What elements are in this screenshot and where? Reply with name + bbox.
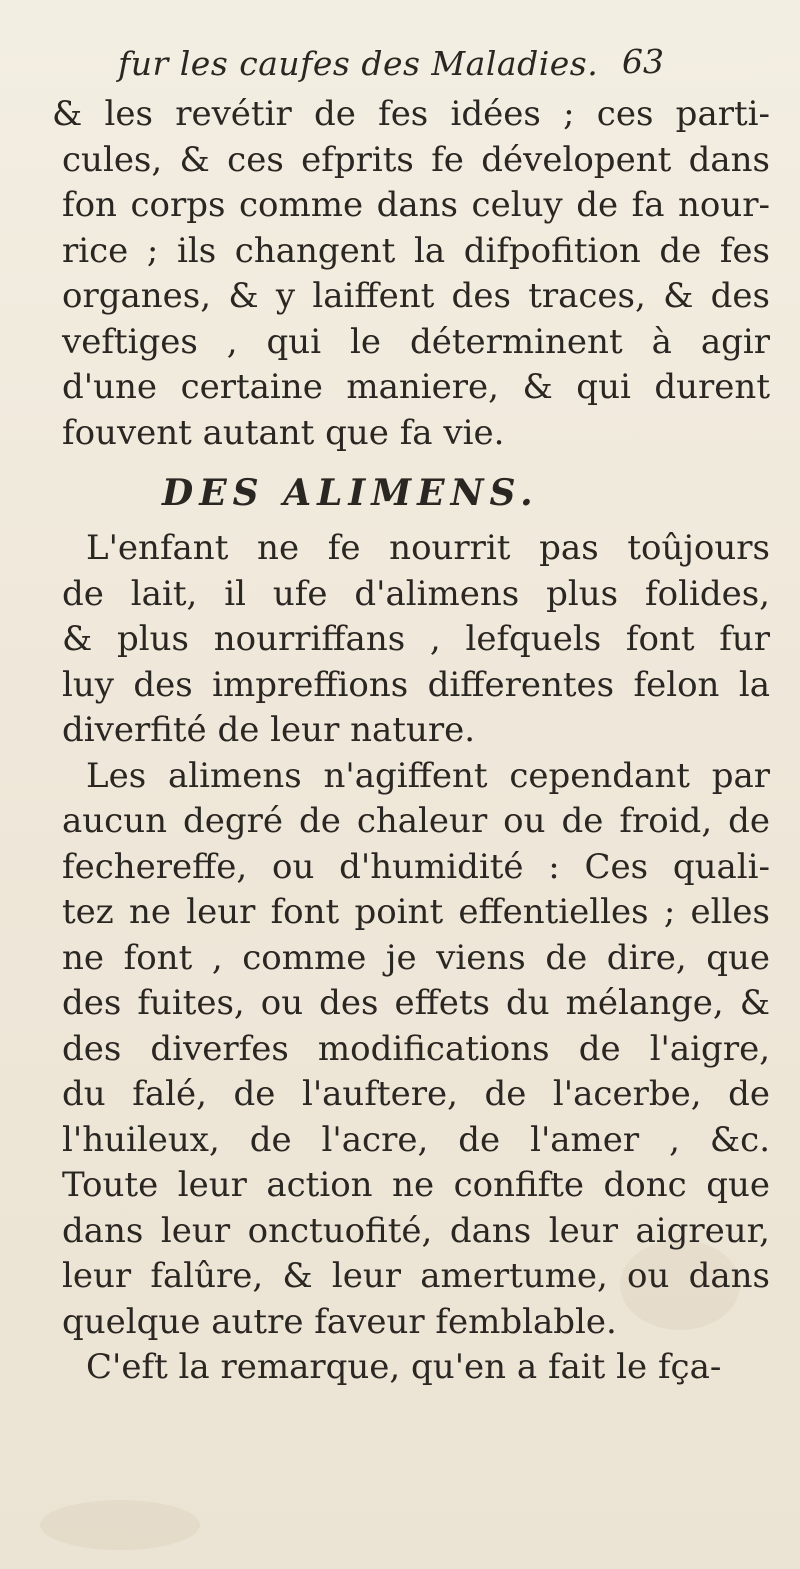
text-line: dans leur onctuofité, dans leur aigreur, (62, 1210, 770, 1251)
text-line: l'huileux, de l'acre, de l'amer , &c. (62, 1119, 770, 1160)
text-line: cules, & ces efprits fe dévelopent dans (62, 139, 770, 180)
text-line: fechereffe, ou d'humidité : Ces quali- (62, 846, 770, 887)
text-line: Toute leur action ne confifte donc que (62, 1165, 770, 1205)
text-line: luy des impreffions differentes felon la (62, 664, 770, 705)
paragraph-first-line: C'eft la remarque, qu'en a fait le fça- (86, 1347, 722, 1387)
running-title: fur les caufes des Maladies. (118, 44, 599, 83)
text-line: diverfité de leur nature. (62, 710, 476, 750)
text-line: fouvent autant que fa vie. (62, 412, 505, 453)
text-line: des diverfes modifications de l'aigre, (62, 1028, 770, 1069)
text-line: tez ne leur font point effentielles ; elles (62, 892, 770, 932)
paper-stain (40, 1500, 200, 1550)
paragraph-first-line: L'enfant ne fe nourrit pas toûjours (86, 528, 770, 568)
page-body (52, 92, 770, 1391)
text-line: ne font , comme je viens de dire, que (62, 937, 770, 978)
page-number: 63 (622, 42, 664, 81)
text-line: & les revétir de fes idées ; ces parti- (52, 94, 770, 134)
text-line: de lait, il ufe d'alimens plus folides, (62, 573, 770, 614)
paragraph-first-line: Les alimens n'agiffent cependant par (86, 755, 770, 796)
text-line: aucun degré de chaleur ou de froid, de (62, 801, 770, 841)
text-line: & plus nourriffans , lefquels font fur (62, 619, 770, 659)
text-line: quelque autre faveur femblable. (62, 1301, 617, 1342)
text-line: organes, & y laiffent des traces, & des (62, 276, 770, 316)
page-header (118, 40, 678, 94)
text-line: du falé, de l'auftere, de l'acerbe, de (62, 1074, 770, 1114)
section-heading: DES ALIMENS. (162, 472, 539, 514)
text-line: des fuites, ou des effets du mélange, & (62, 983, 770, 1023)
text-line: veftiges , qui le déterminent à agir (62, 321, 770, 362)
text-line: rice ; ils changent la difpofition de fes (62, 230, 770, 271)
text-line: leur falûre, & leur amertume, ou dans (62, 1256, 770, 1296)
text-line: fon corps comme dans celuy de fa nour- (62, 185, 770, 225)
text-line: d'une certaine maniere, & qui durent (62, 367, 770, 407)
